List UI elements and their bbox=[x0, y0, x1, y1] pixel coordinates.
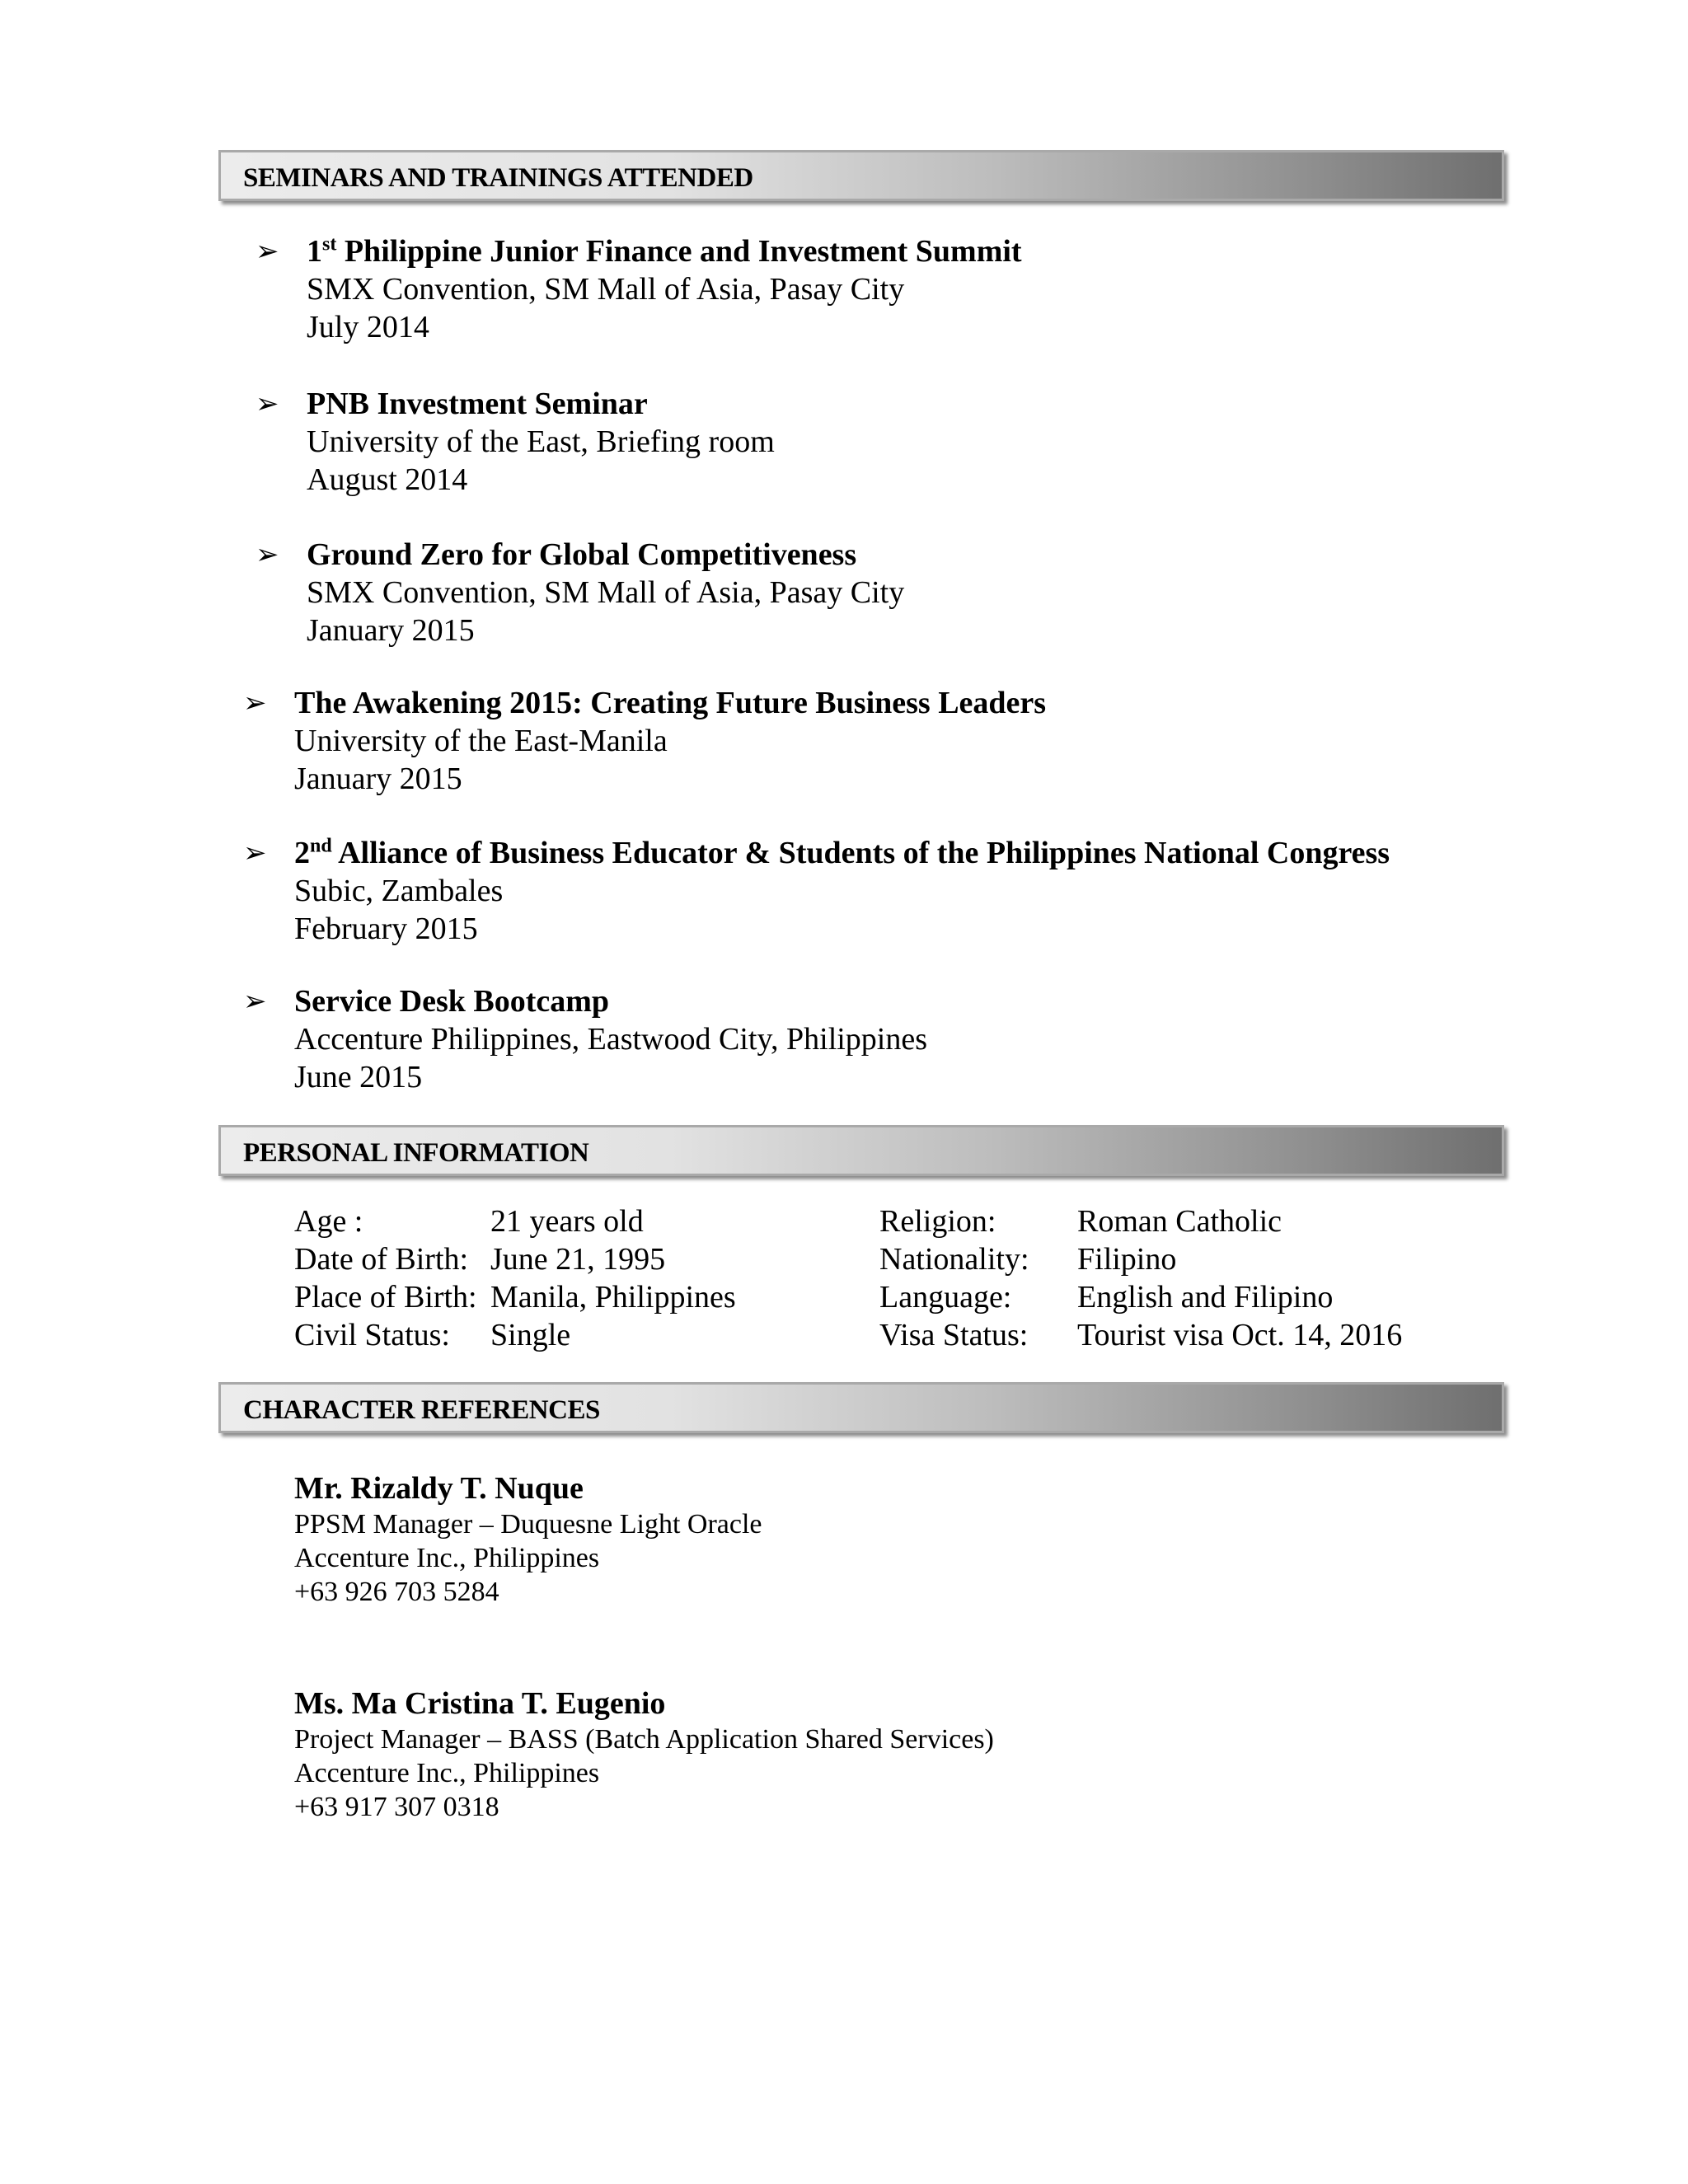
info-row-civil-status bbox=[294, 1317, 736, 1355]
arrow-bullet-icon: ➢ bbox=[256, 387, 279, 420]
seminar-entry bbox=[243, 834, 1390, 948]
seminar-date: February 2015 bbox=[294, 912, 478, 946]
seminar-title: Service Desk Bootcamp bbox=[294, 984, 610, 1019]
seminar-venue: Accenture Philippines, Eastwood City, Philippines bbox=[294, 1022, 928, 1057]
seminar-venue: Subic, Zambales bbox=[294, 874, 504, 908]
seminar-date: June 2015 bbox=[294, 1060, 423, 1094]
section-title: CHARACTER REFERENCES bbox=[243, 1395, 600, 1425]
arrow-bullet-icon: ➢ bbox=[256, 235, 279, 268]
reference-name: Mr. Rizaldy T. Nuque bbox=[294, 1471, 584, 1506]
info-row-place-of-birth bbox=[294, 1279, 736, 1317]
arrow-bullet-icon: ➢ bbox=[243, 687, 267, 719]
seminar-date: January 2015 bbox=[307, 613, 475, 648]
arrow-bullet-icon: ➢ bbox=[243, 985, 267, 1018]
info-value: Roman Catholic bbox=[1077, 1204, 1282, 1239]
seminar-venue: University of the East-Manila bbox=[294, 724, 668, 758]
info-value: Manila, Philippines bbox=[490, 1280, 736, 1315]
seminar-entry bbox=[256, 385, 775, 499]
arrow-bullet-icon: ➢ bbox=[243, 837, 267, 869]
info-row-religion bbox=[879, 1203, 1402, 1241]
info-value: 21 years old bbox=[490, 1204, 644, 1239]
seminar-date: July 2014 bbox=[307, 310, 429, 344]
info-value: English and Filipino bbox=[1077, 1280, 1334, 1315]
reference-position: PPSM Manager – Duquesne Light Oracle bbox=[294, 1509, 762, 1540]
seminar-title: PNB Investment Seminar bbox=[307, 387, 648, 421]
reference-company: Accenture Inc., Philippines bbox=[294, 1543, 600, 1573]
info-row-visa-status bbox=[879, 1317, 1402, 1355]
personal-info-left bbox=[294, 1203, 736, 1355]
seminar-venue: SMX Convention, SM Mall of Asia, Pasay City bbox=[307, 272, 905, 307]
info-value: June 21, 1995 bbox=[490, 1242, 666, 1277]
info-row-language bbox=[879, 1279, 1402, 1317]
section-title: PERSONAL INFORMATION bbox=[243, 1138, 589, 1168]
info-label: Language: bbox=[879, 1280, 1012, 1315]
reference-name: Ms. Ma Cristina T. Eugenio bbox=[294, 1686, 666, 1721]
info-row-date-of-birth bbox=[294, 1241, 736, 1279]
info-value: Filipino bbox=[1077, 1242, 1177, 1277]
info-value: Tourist visa Oct. 14, 2016 bbox=[1077, 1318, 1403, 1352]
reference-entry bbox=[294, 1469, 762, 1609]
reference-phone: +63 926 703 5284 bbox=[294, 1577, 499, 1607]
section-header-seminars bbox=[218, 150, 1504, 201]
reference-company: Accenture Inc., Philippines bbox=[294, 1758, 600, 1788]
arrow-bullet-icon: ➢ bbox=[256, 538, 279, 571]
reference-entry bbox=[294, 1685, 994, 1824]
personal-info-right bbox=[879, 1203, 1402, 1355]
seminar-title: 2nd Alliance of Business Educator & Students of the Philippines National Congress bbox=[294, 835, 1390, 870]
info-label: Visa Status: bbox=[879, 1318, 1029, 1352]
seminar-title: The Awakening 2015: Creating Future Business Leaders bbox=[294, 686, 1047, 720]
info-label: Age : bbox=[294, 1204, 363, 1239]
info-label: Place of Birth: bbox=[294, 1280, 477, 1315]
section-title: SEMINARS AND TRAININGS ATTENDED bbox=[243, 163, 753, 193]
reference-position: Project Manager – BASS (Batch Application Shared Services) bbox=[294, 1724, 994, 1755]
seminar-title: Ground Zero for Global Competitiveness bbox=[307, 537, 857, 572]
seminar-date: January 2015 bbox=[294, 762, 462, 796]
seminar-entry bbox=[256, 536, 905, 649]
info-value: Single bbox=[490, 1318, 571, 1352]
info-label: Date of Birth: bbox=[294, 1242, 469, 1277]
info-label: Civil Status: bbox=[294, 1318, 450, 1352]
seminar-title: 1st Philippine Junior Finance and Investment Summit bbox=[307, 233, 1022, 269]
info-label: Religion: bbox=[879, 1204, 996, 1239]
info-row-nationality bbox=[879, 1241, 1402, 1279]
seminar-entry bbox=[256, 232, 1022, 346]
seminar-date: August 2014 bbox=[307, 462, 468, 497]
section-header-personal-information bbox=[218, 1125, 1504, 1176]
seminar-entry bbox=[243, 684, 1047, 798]
info-label: Nationality: bbox=[879, 1242, 1029, 1277]
section-header-character-references bbox=[218, 1382, 1504, 1433]
seminar-entry bbox=[243, 982, 928, 1096]
reference-phone: +63 917 307 0318 bbox=[294, 1792, 499, 1822]
seminar-venue: University of the East, Briefing room bbox=[307, 424, 775, 459]
info-row-age bbox=[294, 1203, 736, 1241]
seminar-venue: SMX Convention, SM Mall of Asia, Pasay City bbox=[307, 575, 905, 610]
